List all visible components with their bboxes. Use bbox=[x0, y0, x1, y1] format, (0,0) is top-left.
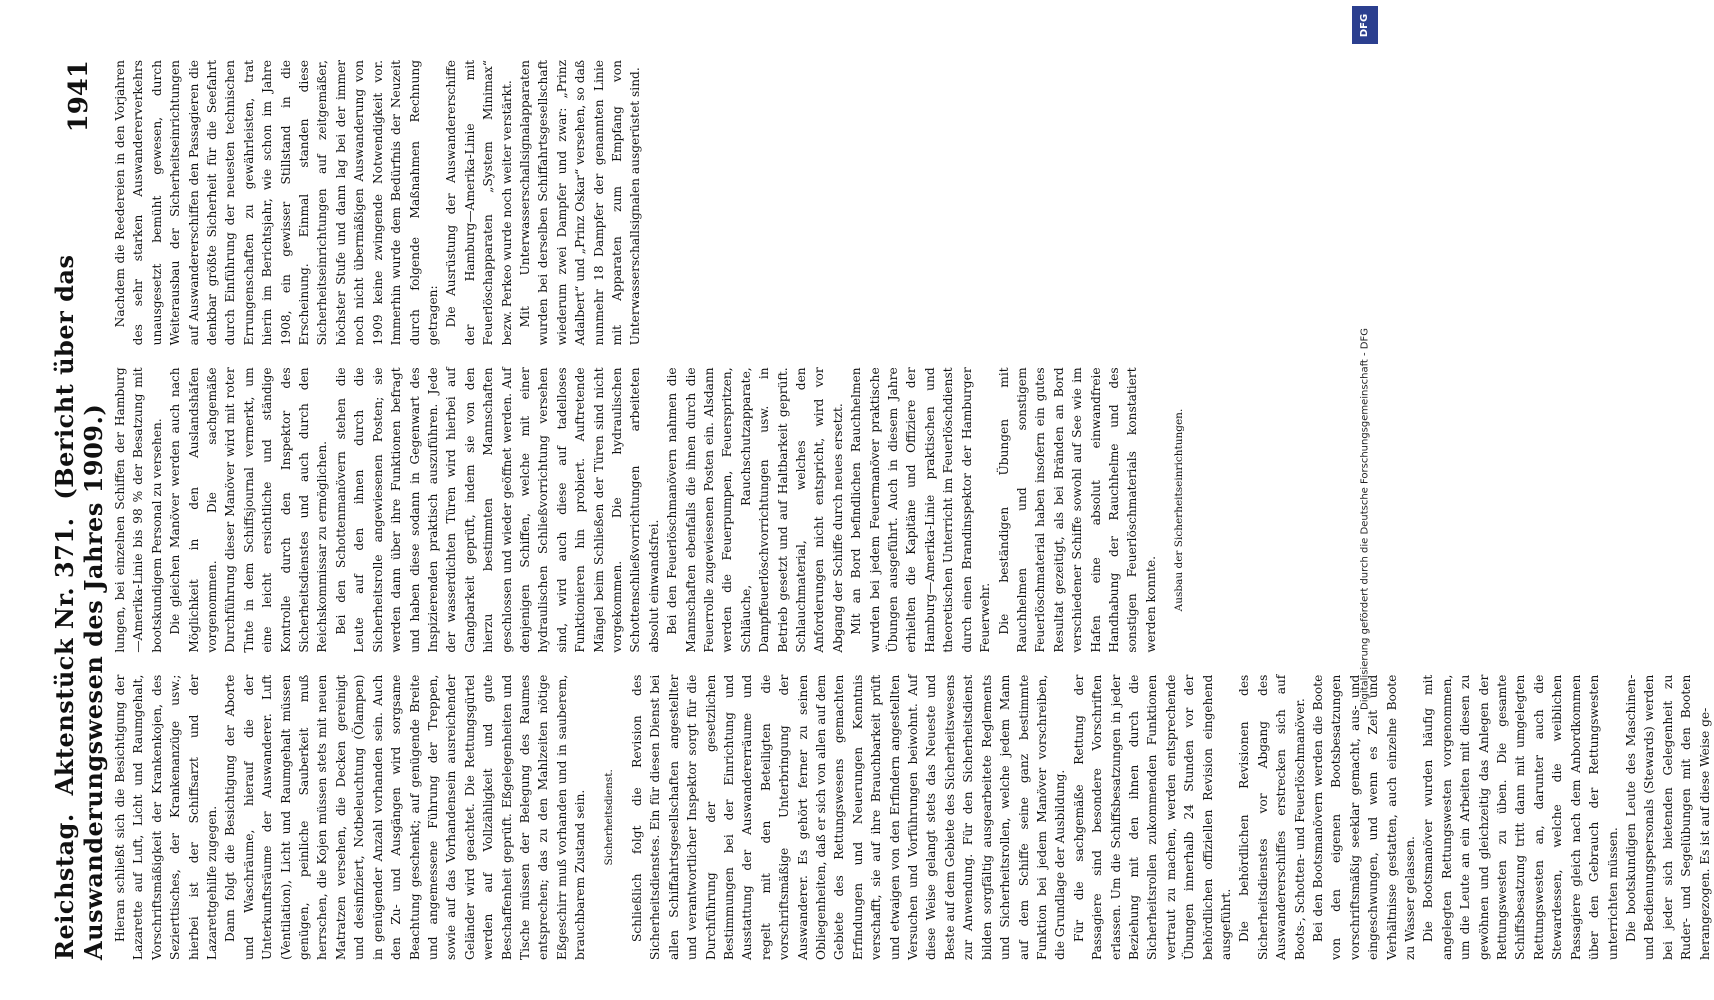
section-heading: Ausbau der Sicherheitseinrichtungen. bbox=[1173, 408, 1186, 612]
header-left bbox=[50, 132, 108, 960]
header-document-ref: Aktenstück Nr. 371. bbox=[50, 517, 79, 796]
paragraph: Mit Unterwasserschallsignalapparaten wurden bei derselben Schiffahrtsgesellschaft wiederum zwei Dampfer und zwar: „Prinz Adalbert“ und „Prinz Oskar“ versehen, so daß nunmehr 18 Dampfer der genannten Linie mit Apparaten zum Empfang von Unterwasserschallsignalen ausgerüstet sind. bbox=[517, 60, 643, 346]
paragraph: Die bootskundigen Leute des Maschinen- und Bedienungspersonals (Stewards) werden bei jeder sich bietenden Gelegenheit zu Ruder- und Segelübungen mit den Booten herangezogen. Es ist auf diese Weise ge- bbox=[1623, 674, 1712, 960]
paragraph: Dann folgt die Besichtigung der Aborte und Waschräume, hierauf die der Unterkunftsräume der Auswanderer. Luft (Ventilation), Licht und Raumgehalt müssen genügen, peinliche Sauberkeit muß herrschen, die Kojen müssen stets mit neuen Matratzen versehen, die Decken gereinigt und desinfiziert, Notbeleuchtung (Ölampen) in genügender Anzahl vorhanden sein. Auch den Zu- und Ausgängen wird sorgsame Beachtung geschenkt; auf genügende Breite und angemessene Führung der Treppen, sowie auf das Vorhandensein ausreichender Geländer wird geachtet. Die Rettungsgürtel werden auf Vollzähligkeit und gute Beschaffenheit geprüft. Eßgelegenheiten und Tische müssen der Belegung des Raumes entsprechen; das zu den Mahlzeiten nötige Eßgeschirr muß vorhanden und in sauberem, brauchbarem Zustand sein. bbox=[223, 674, 588, 960]
column-1 bbox=[111, 674, 1712, 960]
digitization-credit: Digitalisierung gefördert durch die Deutsche Forschungsgemeinschaft - DFG bbox=[1359, 327, 1371, 710]
paragraph: Die gleichen Manöver werden auch nach Möglichkeit in den Auslandshäfen vorgenommen. Die sachgemäße Durchführung dieser Manöver wird mit roter Tinte in dem Schiffsjournal vermerkt, um eine leicht ersichtliche und ständige Kontrolle durch den Inspektor des Sicherheitsdienstes und auch durch den Reichskommissar zu ermöglichen. bbox=[168, 367, 330, 653]
section-heading: Sicherheitsdienst. bbox=[602, 769, 615, 866]
column-2 bbox=[111, 367, 1301, 652]
dfg-logo: DFG bbox=[1352, 6, 1378, 44]
paragraph: Bei den Schottenmanövern stehen die Leute auf den ihnen durch die Sicherheitsrolle angewiesenen Posten; sie werden dann über ihre Funktionen befragt und haben diese sodann in Gegenwart des Inspizierenden praktisch auszuführen. Jede der wasserdichten Türen wird hierbei auf Gangbarkeit geprüft, indem sie von den hierzu bestimmten Mannschaften geschlossen und wieder geöffnet werden. Auf denjenigen Schiffen, welche mit einer hydraulischen Schließvorrichtung versehen sind, wird auch diese auf tadelloses Funktionieren hin probiert. Auftretende Mängel beim Schließen der Türen sind nicht vorgekommen. Die hydraulischen Schottenschließvorrichtungen arbeiteten absolut einwandsfrei. bbox=[333, 367, 661, 653]
paragraph: Hieran schließt sich die Besichtigung der Lazarette auf Luft, Licht und Raumgehalt, Vorschriftsmäßigkeit der Krankenkojen, des Sezierttisches, der Krankenanzüge usw.; hierbei ist der Schiffsarzt und der Lazarettgehilfe zugegen. bbox=[113, 674, 220, 960]
paragraph: Die Bootsmanöver wurden häufig mit angelegten Rettungswesten vorgenommen, um die Leute an ein Arbeiten mit diesen zu gewöhnen und gleichzeitig das Anlegen der Rettungswesten zu üben. Die gesamte Schiffsbesatzung tritt dann mit umgelegten Rettungswesten an, darunter auch die Stewardessen, welche die weiblichen Passagiere gleich nach dem Anbordkommen über den Gebrauch der Rettungswesten unterrichten müssen. bbox=[1421, 674, 1620, 960]
paragraph: Nachdem die Reedereien in den Vorjahren des sehr starken Auswandererverkehrs unausgesetzt bemüht gewesen, durch Weiterausbau der Sicherheitseinrichtungen auf Auswandererschiffen den Passagieren die denkbar größte Sicherheit für die Seefahrt durch Einführung der neuesten technischen Errungenschaften zu gewährleisten, trat hierin im Berichtsjahr, wie schon im Jahre 1908, ein gewisser Stillstand in die Erscheinung. Einmal standen diese Sicherheitseinrichtungen auf zeitgemäßer, höchster Stufe und dann lag bei der immer noch nicht übermäßigen Auswanderung von 1909 keine zwingende Notwendigkeit vor. Immerhin wurde dem Bedürfnis der Neuzeit durch folgende Maßnahmen Rechnung getragen: bbox=[113, 60, 440, 346]
page-header bbox=[50, 60, 108, 960]
header-reichstag: Reichstag. bbox=[50, 813, 79, 960]
paragraph: lungen, bei einzelnen Schiffen der Hamburg—Amerika-Linie bis 98 % der Besatzung mit bootskundigem Personal zu versehen. bbox=[113, 367, 164, 653]
paragraph: Schließlich folgt die Revision des Sicherheitsdienstes. Ein für diesen Dienst bei allen Schiffahrtsgesellschaften angestellter und verantwortlicher Inspektor sorgt für die Durchführung der gesetzlichen Bestimmungen bei der Einrichtung und Ausstattung der Auswandererräume und regelt mit den Beteiligten die vorschriftsmäßige Unterbringung der Auswanderer. Es gehört ferner zu seinen Obliegenheiten, daß er sich von allen auf dem Gebiete des Rettungswesens gemachten Erfindungen und Neuerungen Kenntnis verschafft, sie auf ihre Brauchbarkeit prüft und etwaigen von den Erfindern angestellten Versuchen und Vorführungen beiwohnt. Auf diese Weise gelangt stets das Neueste und Beste auf dem Gebiete des Sicherheitswesens zur Anwendung. Für den Sicherheitsdienst bilden sorgfältig ausgearbeitete Reglements und Sicherheitsrollen, welche jedem Mann auf dem Schiffe seine ganz bestimmte Funktion bei jedem Manöver vorschreiben, die Grundlage der Ausbildung. bbox=[629, 674, 1068, 960]
paragraph: Die Ausrüstung der Auswandererschiffe der Hamburg—Amerika-Linie mit Feuerlöschapparaten „System Minimax“ bezw. Perkeo wurde noch weiter verstärkt. bbox=[444, 60, 514, 346]
digitization-note bbox=[1351, 6, 1381, 994]
paragraph: Bei den Feuerlöschmanövern nahmen die Mannschaften ebenfalls die ihnen durch die Feuerrolle zugewiesenen Posten ein. Alsdann werden die Feuerpumpen, Feuerspritzen, Schläuche, Rauchschutzapparate, Dampffeuerlöschvorrichtungen usw. in Betrieb gesetzt und auf Haltbarkeit geprüft. Schlauchmaterial, welches den Anforderungen nicht entspricht, wird vor Abgang der Schiffe durch neues ersetzt. bbox=[665, 367, 845, 653]
paragraph: Bei den Bootsmanövern werden die Boote von den eigenen Bootsbesatzungen vorschriftsmäßig seeklar gemacht, aus- und eingeschwungen, und wenn es Zeit und Verhältnisse gestatten, auch einzelne Boote zu Wasser gelassen. bbox=[1311, 674, 1418, 960]
paragraph: Die beständigen Übungen mit Rauchhelmen und sonstigem Feuerlöschmaterial haben insofern ein gutes Resultat gezeitigt, als bei Bränden an Bord verschiedener Schiffe sowohl auf See wie im Hafen eine absolut einwandfreie Handhabung der Rauchhelme und des sonstigen Feuerlöschmaterials konstatiert werden konnte. bbox=[996, 367, 1158, 653]
column-3 bbox=[111, 60, 1301, 345]
paragraph: Die behördlichen Revisionen des Sicherheitsdienstes vor Abgang des Auswandererschiffes erstrecken sich auf Boots-, Schotten- und Feuerlöschmanöver. bbox=[1237, 674, 1307, 960]
paragraph: Für die sachgemäße Rettung der Passagiere sind besondere Vorschriften erlassen. Um die Schiffsbesatzungen in jeder Beziehung mit den ihnen durch die Sicherheitsrollen zukommenden Funktionen vertraut zu machen, werden entsprechende Übungen innerhalb 24 Stunden vor der behördlichen offiziellen Revision eingehend ausgeführt. bbox=[1071, 674, 1233, 960]
paragraph: Mit an Bord befindlichen Rauchhelmen wurden bei jedem Feuermanöver praktische Übungen ausgeführt. Auch in diesem Jahre erhielten die Kapitäne und Offiziere der Hamburg—Amerika-Linie praktischen und theoretischen Unterricht im Feuerlöschdienst durch einen Brandinspektor der Hamburger Feuerwehr. bbox=[849, 367, 993, 653]
page-number: 1941 bbox=[64, 60, 94, 133]
header-title: (Bericht über das Auswanderungswesen des Jahres 1909.) bbox=[50, 254, 108, 960]
